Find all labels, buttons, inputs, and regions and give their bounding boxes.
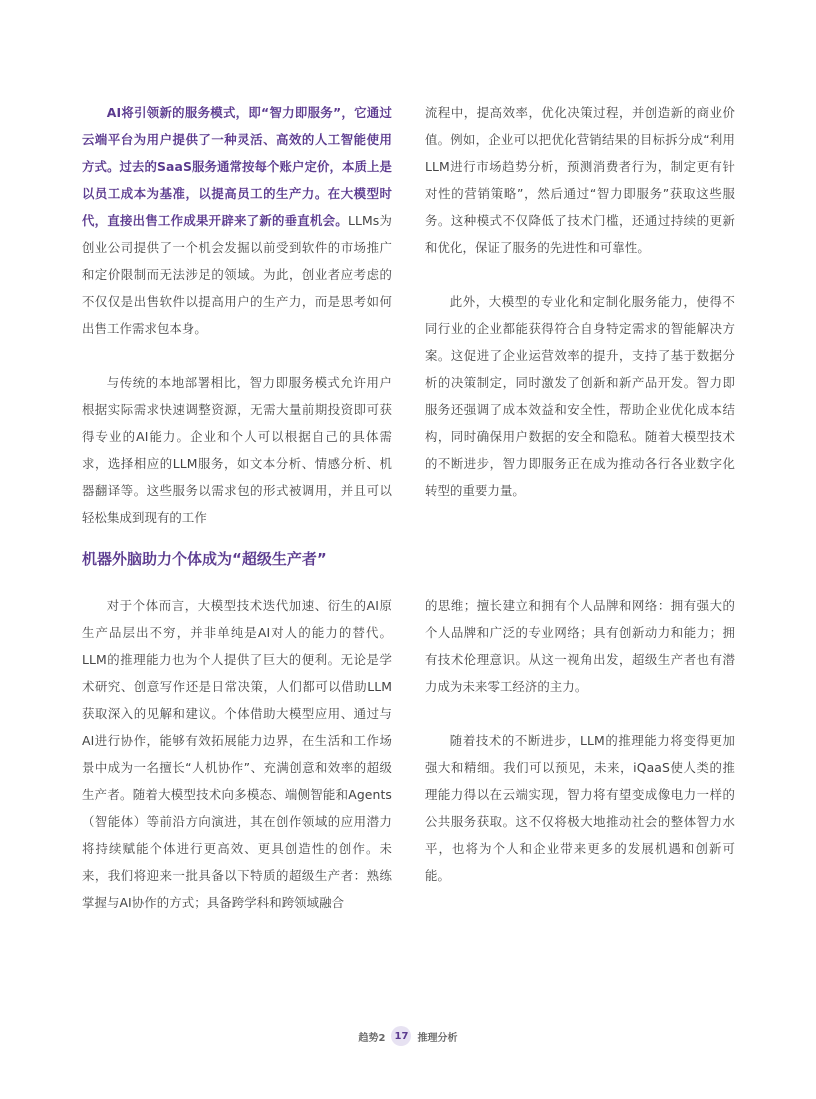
paragraph-5: 对于个体而言，大模型技术迭代加速、衍生的AI原生产品层出不穷，并非单纯是AI对人的能力的替代。LLM的推理能力也为个人提供了巨大的便利。无论是学术研究、创意写作还是日常决策，人们都可以借助LLM获取深入的见解和建议。个体借助大模型应用、通过与AI进行协作，能够有效拓展能力边界，在生活和工作场景中成为一名擅长“人机协作”、充满创意和效率的超级生产者。随着大模型技术向多模态、端侧智能和Agents（智能体）等前沿方向演进，其在创作领域的应用潜力将持续赋能个体进行更高效、更具创造性的创作。未来，我们将迎来一批具备以下特质的超级生产者：熟练掌握与AI协作的方式；具备跨学科和跨领域融合 bbox=[82, 598, 392, 910]
text-column-1 bbox=[82, 99, 392, 531]
text-column-4 bbox=[425, 592, 735, 889]
footer-section-label: 趋势2 bbox=[358, 1032, 386, 1044]
paragraph-7: 随着技术的不断进步，LLM的推理能力将变得更加强大和精细。我们可以预见，未来，iQaaS使人类的推理能力得以在云端实现，智力将有望变成像电力一样的公共服务获取。这不仅将极大地推动社会的整体智力水平，也将为个人和企业带来更多的发展机遇和创新可能。 bbox=[425, 733, 735, 883]
section-heading: 机器外脑助力个体成为“超级生产者” bbox=[82, 550, 327, 568]
page-number-badge: 17 bbox=[391, 1026, 411, 1046]
paragraph-6: 的思维；擅长建立和拥有个人品牌和网络：拥有强大的个人品牌和广泛的专业网络；具有创新动力和能力；拥有技术伦理意识。从这一视角出发，超级生产者也有潜力成为未来零工经济的主力。 bbox=[425, 598, 735, 694]
paragraph-4: 此外，大模型的专业化和定制化服务能力，使得不同行业的企业都能获得符合自身特定需求的智能解决方案。这促进了企业运营效率的提升，支持了基于数据分析的决策制定，同时激发了创新和新产品开发。智力即服务还强调了成本效益和安全性，帮助企业优化成本结构，同时确保用户数据的安全和隐私。随着大模型技术的不断进步，智力即服务正在成为推动各行各业数字化转型的重要力量。 bbox=[425, 294, 735, 498]
text-column-2 bbox=[425, 99, 735, 504]
text-column-3 bbox=[82, 592, 392, 916]
page-footer bbox=[0, 1025, 816, 1047]
footer-chapter-label: 推理分析 bbox=[417, 1032, 458, 1044]
highlighted-intro: AI将引领新的服务模式，即“智力即服务”，它通过云端平台为用户提供了一种灵活、高效的人工智能使用方式。过去的SaaS服务通常按每个账户定价，本质上是以员工成本为基准，以提高员工的生产力。在大模型时代，直接出售工作成果开辟来了新的垂直机会。 bbox=[82, 105, 392, 228]
paragraph-3: 流程中，提高效率，优化决策过程，并创造新的商业价值。例如，企业可以把优化营销结果的目标拆分成“利用LLM进行市场趋势分析，预测消费者行为，制定更有针对性的营销策略”，然后通过“智力即服务”获取这些服务。这种模式不仅降低了技术门槛，还通过持续的更新和优化，保证了服务的先进性和可靠性。 bbox=[425, 105, 735, 255]
paragraph-2: 与传统的本地部署相比，智力即服务模式允许用户根据实际需求快速调整资源，无需大量前期投资即可获得专业的AI能力。企业和个人可以根据自己的具体需求，选择相应的LLM服务，如文本分析、情感分析、机器翻译等。这些服务以需求包的形式被调用，并且可以轻松集成到现有的工作 bbox=[82, 375, 392, 525]
paragraph-1-rest: LLMs为创业公司提供了一个机会发掘以前受到软件的市场推广和定价限制而无法涉足的领域。为此，创业者应考虑的不仅仅是出售软件以提高用户的生产力，而是思考如何出售工作需求包本身。 bbox=[82, 213, 393, 336]
paragraph-1 bbox=[82, 99, 392, 342]
